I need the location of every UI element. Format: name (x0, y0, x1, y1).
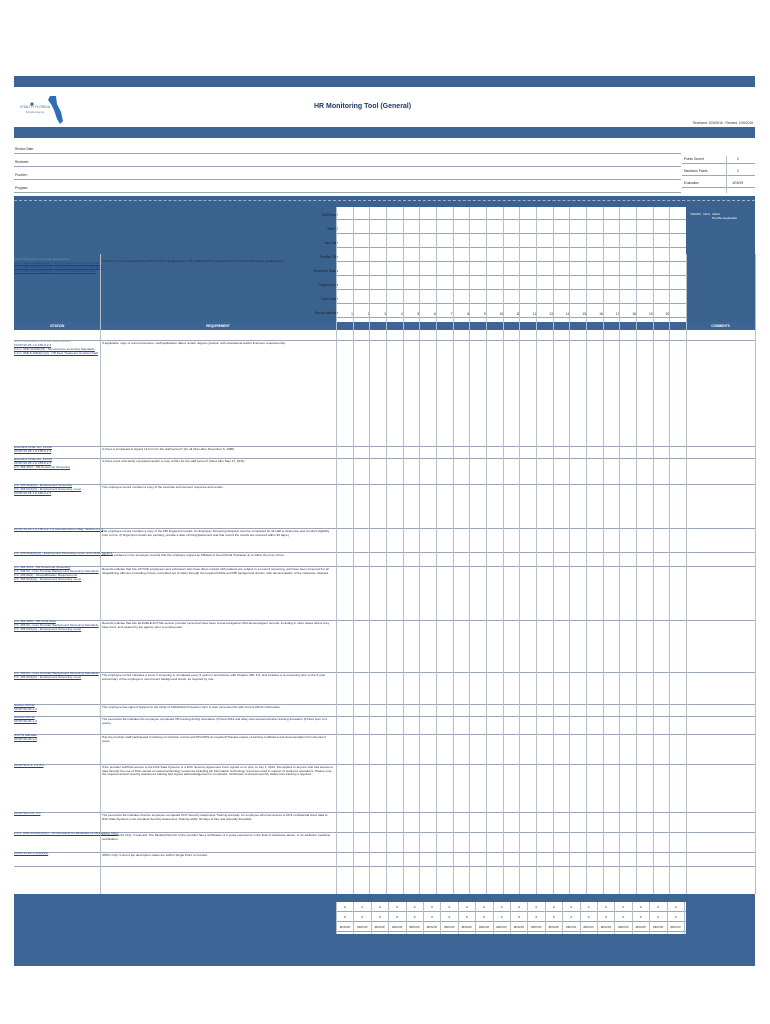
score-label: Evaluation (684, 181, 699, 185)
citation-cell (14, 340, 100, 446)
citation-link[interactable]: Section 30.012 (14, 715, 35, 719)
total-cell: #DIV/0! (513, 925, 525, 929)
requirement-text: The employee record contains a copy of the local law enforcement response and results. (102, 485, 224, 489)
total-cell: #DIV/0! (618, 925, 629, 929)
record-number: 7 (450, 312, 453, 316)
total-cell: 0 (535, 915, 538, 919)
table-col-line (386, 254, 387, 894)
totals-col-line (406, 902, 407, 934)
table-col-line (486, 254, 487, 894)
citation-cell (14, 734, 100, 764)
total-cell: 0 (413, 905, 416, 909)
band-dash (14, 200, 755, 201)
score-value: #DIV/0! (732, 181, 744, 185)
citation-link[interactable]: F.S. 435.04 - Core Provider Background Screening Standards (14, 622, 99, 627)
total-cell: 0 (500, 915, 503, 919)
total-cell: 0 (552, 915, 555, 919)
citation-link[interactable]: CFOP 60-25-1 & 155-9-2.3 (14, 460, 52, 465)
requirement-header: REQUIREMENT (206, 324, 230, 328)
citation-link[interactable]: F.S. 435.04(2)(b) - Employment Screening (14, 483, 72, 487)
info-row-line (14, 166, 681, 167)
comments-divider (755, 254, 756, 894)
citation-link[interactable]: F.S. 402.3055 - HR Child Care (14, 619, 56, 623)
info-label: Program: (15, 186, 29, 190)
citation-cell (14, 566, 100, 620)
total-cell: #DIV/0! (339, 925, 351, 929)
info-row-line (14, 153, 681, 154)
score-row-line (682, 187, 755, 188)
record-number: 12 (532, 312, 537, 316)
totals-col-line (527, 902, 528, 934)
info-label: Provider: (15, 173, 28, 177)
citation-link[interactable]: CFOP 60-40-1-3 (14, 706, 37, 711)
table-col-line (536, 254, 537, 894)
total-cell: 0 (605, 915, 607, 919)
total-cell: 0 (378, 915, 381, 919)
total-cell: #DIV/0! (548, 925, 559, 929)
totals-col-line (649, 902, 650, 934)
total-cell: 0 (431, 905, 433, 909)
total-cell: 0 (344, 915, 346, 919)
citation-link[interactable]: F.S. 394.4572 - HR Personnel Screening (14, 565, 70, 569)
score-divider (726, 156, 727, 193)
total-cell: #DIV/0! (374, 925, 385, 929)
requirement-text: Medical Director Only, if selected: The Medical Director of the provider has a verification of 2 years experience in the field of substance abuse, or an addiction medicine certification. (102, 833, 331, 841)
total-cell: #DIV/0! (635, 925, 646, 929)
requirement-text: Is there a current job description with minimum qualifications in the staff/provider's personnel file? (Check if staff meets qualifications) (102, 259, 284, 263)
total-cell: 0 (622, 905, 625, 909)
score-label: Points Scored (684, 157, 704, 161)
total-cell: 0 (622, 915, 625, 919)
citation-link[interactable]: CFOP 50-1-2, 2.1.2.3 (14, 763, 44, 767)
record-number: 10 (499, 312, 504, 316)
citation-link[interactable]: HIV/TB Mandate (14, 733, 37, 737)
citation-cell (14, 716, 100, 734)
record-number: 8 (467, 312, 470, 316)
table-col-line (519, 254, 520, 894)
total-cell: 0 (518, 905, 520, 909)
table-col-line (369, 254, 370, 894)
record-number: 15 (582, 312, 587, 316)
total-cell: #DIV/0! (566, 925, 577, 929)
total-cell: 0 (587, 905, 590, 909)
citation-link[interactable]: F.S. 435.04(2)(b)(4) - Employment Screening, Level, and CFOP 60-25-1 (14, 551, 113, 555)
record-number: 9 (483, 312, 486, 316)
table-col-line (469, 254, 470, 894)
staff-row-line (336, 261, 686, 262)
total-cell: 0 (657, 915, 660, 919)
totals-col-line (371, 902, 372, 934)
legend-met: Met/d (712, 212, 720, 216)
table-col-line (553, 254, 554, 894)
total-cell: #DIV/0! (531, 925, 542, 929)
total-cell: 0 (570, 915, 573, 919)
requirement-text: Records indicate that ALL ELIGIBLE ACTIVE service provider personnel have been screened against child abuse/neglect records, including in other states where they have lived, and cleared by the agency prior to employment. (102, 621, 330, 629)
record-number: 14 (566, 312, 570, 316)
citation-cell (14, 620, 100, 672)
totals-col-line (632, 902, 633, 934)
total-cell: 0 (344, 905, 346, 909)
staff-field-label: Position Title (319, 255, 338, 259)
citation-link[interactable]: F.S. 435.04 - Core Provider Background Screening Standards (14, 671, 99, 675)
totals-col-line (667, 902, 668, 934)
total-cell: #DIV/0! (653, 925, 664, 929)
staff-row-line (336, 219, 686, 220)
total-cell: 0 (552, 905, 555, 909)
info-row-line (14, 179, 681, 180)
total-cell: #DIV/0! (496, 925, 507, 929)
citation-link[interactable]: F.A.C. 65E-4.016(4)(c)(2)(b) - HR Peer Treatment Providers (14, 268, 96, 273)
monitoring-sheet (14, 76, 755, 966)
citation-cell (14, 852, 100, 866)
requirement-text: If applicable, copy of current licensure, staff application dated, and/or degree (position with educational and/or licensure requirements). (102, 341, 286, 345)
citation-cell (14, 812, 100, 832)
record-number: 13 (549, 312, 553, 316)
totals-col-line (545, 902, 546, 934)
info-label: Review Date: (15, 147, 34, 151)
table-col-line (353, 254, 354, 894)
requirement-text: Records indicate that ALL ACTIVE employees and volunteers who have direct contact with patients are subject to a Level 2 screening, and have been screened for all disqualifying offenses (including crimes committed out of state) through the required FDLE and FBI background checks, with documentation of the clearance retained. (102, 567, 329, 575)
record-number: 20 (665, 312, 670, 316)
citation-cell (14, 527, 104, 552)
citation-cell (14, 257, 103, 340)
staff-field-label: Hire Date (324, 241, 338, 245)
requirement-text: The employee has signed 'Support to the Chief of Child/Adult Protection' form in their personnel file with current DFCC information. (102, 705, 281, 709)
citation-divider (100, 254, 101, 894)
total-cell: 0 (465, 915, 468, 919)
total-cell: 0 (361, 915, 364, 919)
staff-row-line (336, 317, 686, 318)
table-row-line (14, 866, 755, 867)
total-cell: 0 (674, 915, 677, 919)
table-col-line (669, 254, 670, 894)
requirement-text: The employee record indicates a Level II screening is completed every 5 years in accordance with Chapter 435, F.S. and includes a re-screening prior to the 5-year anniversary of the employee's most recent background check, as required by rule. (102, 673, 326, 681)
comments-header: COMMENTS (711, 324, 730, 328)
staff-field-label: Employee Status (313, 269, 338, 273)
record-number: 1 (351, 312, 353, 316)
totals-col-line (440, 902, 441, 934)
table-col-line (636, 254, 637, 894)
total-cell: #DIV/0! (409, 925, 420, 929)
totals-col-line (458, 902, 459, 934)
info-row-line (14, 192, 681, 193)
totals-col-line (562, 902, 563, 934)
total-cell: #DIV/0! (670, 925, 681, 929)
table-col-line (686, 254, 687, 894)
total-cell: 0 (535, 905, 538, 909)
citation-link[interactable]: F.S. 435.04(1)(b) - Employment Screening, Level (14, 674, 82, 679)
table-col-line (603, 254, 604, 894)
total-cell: 0 (639, 915, 642, 919)
requirement-text: The personnel file indicates that the employee completed DCF Security Awareness Training annually. An employee who has access to DCF confidential client data or DCF Data Systems must complete Security Awareness Training within 30 days of hire and annually thereafter. (102, 813, 328, 821)
citation-cell (14, 764, 100, 812)
staff-field-label: Cost Center (320, 297, 338, 301)
total-cell: 0 (483, 905, 486, 909)
staff-field-label: Staff ID (327, 227, 338, 231)
staff-field-label: Staff Name (322, 213, 338, 217)
total-cell: #DIV/0! (444, 925, 455, 929)
requirement-text: Has the provider staff participated in training on infection control and HIV/AIDS as required? Review copies of training certificates and documentation from the last 2 years. (102, 735, 327, 743)
top-band (14, 76, 755, 87)
table-col-line (336, 254, 337, 894)
total-cell: 0 (413, 915, 416, 919)
totals-col-line (614, 902, 615, 934)
table-col-line (586, 254, 587, 894)
citation-section: DFCC Regulations and Site Expectations (14, 339, 71, 343)
record-number: 5 (417, 312, 420, 316)
table-col-line (403, 254, 404, 894)
legend-no: No/d (703, 212, 710, 216)
table-col-line (453, 254, 454, 894)
citation-link[interactable]: Executive Order No. 11-116 (14, 457, 52, 461)
citation-cell (14, 831, 119, 852)
total-cell: 0 (674, 905, 677, 909)
requirement-text: There is evidence in the employee records that the employee signed an Affidavit of Good Moral Character at or within the time of hire. (102, 553, 285, 557)
total-cell: 0 (500, 905, 503, 909)
citation-link[interactable]: CFOP 60-25-1 & 155-9-2.3 (14, 342, 52, 347)
total-cell: #DIV/0! (357, 925, 368, 929)
requirement-text: Is there a completed & signed I-9 form for the staff person? (for all hires after November 6, 1986) (102, 447, 235, 451)
record-number: 6 (434, 312, 436, 316)
reviewed-date: Reviewed: 10/6/2016 · Revised: 10/6/2016 (692, 121, 753, 125)
total-cell: #DIV/0! (461, 925, 472, 929)
totals-col-line (597, 902, 598, 934)
total-cell: 0 (465, 905, 468, 909)
citation-link[interactable]: F.S. 435.06(2) - Disqualification Requirements (14, 572, 78, 577)
citation-cell (14, 551, 113, 566)
total-cell: 0 (361, 905, 364, 909)
record-number: 16 (599, 312, 603, 316)
citation-link[interactable]: CFOP 60-40-1-3 (14, 736, 37, 741)
requirement-text: Is there proof of E-Verify completed and/or a copy of files for the staff person? (hired after May 27, 2011) (102, 459, 245, 463)
total-cell: 0 (587, 915, 590, 919)
total-cell: 0 (518, 915, 520, 919)
totals-col-line (684, 902, 685, 934)
table-col-line (619, 254, 620, 894)
record-number: 19 (649, 312, 653, 316)
total-cell: 0 (639, 905, 642, 909)
total-cell: 0 (570, 905, 573, 909)
total-cell: #DIV/0! (600, 925, 612, 929)
legend-na: Not Met Applicable (712, 216, 738, 220)
total-cell: #DIV/0! (583, 925, 594, 929)
totals-col-line (475, 902, 476, 934)
staff-field-label: Record Identifier (314, 311, 338, 315)
staff-row-line (336, 247, 686, 248)
table-col-line (569, 254, 570, 894)
score-row-line (682, 175, 755, 176)
citation-link[interactable]: CFOP 50-2 Ch. 2.3 (14, 811, 41, 815)
legend (690, 212, 752, 220)
record-number: 2 (367, 312, 370, 316)
staff-row-line (336, 233, 686, 234)
totals-col-line (510, 902, 511, 934)
table-col-line (503, 254, 504, 894)
citation-link[interactable]: F.A.C. 65D-30.004(16)(a)(1) - SA Licensure Assembly Standards (14, 264, 103, 269)
total-cell: 0 (396, 905, 399, 909)
total-cell: #DIV/0! (426, 925, 438, 929)
totals-col-line (493, 902, 494, 934)
citation-link[interactable]: F.S. 435.04(1)(b) - Employment Screening, Level (14, 626, 82, 631)
requirement-text: The personnel file indicates the employee completed HR training during orientation (if hired 2012 and after) and annual refresher training thereafter (if hired prior to 2 years). (102, 717, 328, 725)
record-number: 17 (615, 312, 620, 316)
totals-col-line (423, 902, 424, 934)
total-cell: 0 (605, 905, 607, 909)
citation-link[interactable]: F.S. 394.4572 - HR Personnel Screening (14, 464, 70, 469)
citation-link[interactable]: F.A.C. 65D-30.004(16)(b) - SA Standards for Medication & Methadone Clinic (14, 831, 119, 835)
staff-field-label: Program Area (318, 283, 338, 287)
staff-row-line (336, 289, 686, 290)
total-cell: 0 (431, 915, 433, 919)
citation-link[interactable]: F.S. 435.04 - Core Provider Background Screening Standards (14, 568, 99, 573)
citation-link[interactable]: F.A.C. 65E-14.021(4)(b)(2) - HR-CSU & DT Clinical Time Ratio (14, 260, 100, 265)
citation-link[interactable]: CFOP 60-25-1 & 155-9-2.3 (14, 448, 52, 453)
table-col-line (653, 254, 654, 894)
total-cell: #DIV/0! (392, 925, 403, 929)
citation-link[interactable]: CFOP 60-25-1 & 155-9-2.3 (14, 490, 52, 495)
requirement-text: If the provider staff has access to the DCF Data Systems or a DCF Security Agreement Form signed on or prior to July 1, 2014, this applies to anyone who has access to data through the use of DCF-owned or leased technology resources including job information technology resources used in support of business operations. Please note the required annual security awareness training and signed acknowledgement is completed. Verification of annual security awareness training is required. (102, 765, 334, 777)
totals-col-line (353, 902, 354, 934)
logo-text: VITALITY FLORIDA (20, 105, 51, 109)
citation-link[interactable]: Section 30.012 (14, 703, 35, 707)
totals-col-line (580, 902, 581, 934)
citation-link[interactable]: CFOP 60-40-1-3 (14, 718, 37, 723)
citation-cell (14, 672, 100, 704)
total-cell: 0 (396, 915, 399, 919)
citation-header: CITATION (49, 324, 65, 328)
citation-link[interactable]: F.A.C. 65D-30.004(16) - SA Licensure Licensing Standards (14, 346, 95, 351)
total-cell: 0 (448, 915, 451, 919)
total-cell: 0 (657, 905, 660, 909)
citation-section: DFCC Regulations and Site Expectations (14, 257, 71, 261)
table-col-line (419, 254, 420, 894)
score-value: 0 (737, 169, 739, 173)
score-value: 0 (737, 157, 739, 161)
citation-cell (14, 484, 100, 528)
staff-row-line (336, 303, 686, 304)
table-col-line (436, 254, 437, 894)
score-row-line (682, 163, 755, 164)
citation-link[interactable]: Executive Order No. 11-116 (14, 445, 52, 449)
record-number: 4 (400, 312, 403, 316)
total-cell: #DIV/0! (479, 925, 490, 929)
requirement-text: The employee record contains a copy of the FBI fingerprint results. An Employer Screening Request must be completed for all staff to determine and conduct eligibility prior to hire. (If fingerprint results are pending, provide a date of hiring/placement and that record the results are received within 90 days.) (102, 529, 330, 537)
score-label: Maximum Points (684, 169, 708, 173)
citation-link[interactable]: CFOP 60-25-1-3(d)(1)(a) (14, 851, 49, 855)
total-cell: 0 (483, 915, 486, 919)
totals-col-line (336, 902, 337, 934)
citation-link[interactable]: F.A.C. 65E-5.160(2)(c)(2) - HR Peer Treatment Contract Staff (14, 350, 98, 355)
citation-link[interactable]: F.S. 435.04(1)(b) - Employment Screening, Level (14, 486, 82, 491)
citation-cell (14, 458, 100, 484)
staff-row-line (336, 275, 686, 276)
info-label: Reviewer: (15, 160, 30, 164)
total-cell: 0 (448, 905, 451, 909)
header-band (14, 127, 755, 138)
record-number: 3 (384, 312, 387, 316)
staff-grid (336, 207, 686, 322)
citation-link[interactable]: F.S. 435.04(1)(b) - Employment Screening, Level (14, 576, 82, 581)
citation-link[interactable]: CFOP 60-25-1 & 155-9-2.3 & Volunteer/Intern Reg. Section 3.1.1 (14, 527, 104, 531)
totals-col-line (388, 902, 389, 934)
logo-sub: Florida Agency (26, 110, 45, 114)
logo (20, 94, 66, 126)
record-number: 11 (516, 312, 520, 316)
page-title: HR Monitoring Tool (General) (314, 103, 412, 110)
legend-yes: YES/FD (690, 212, 701, 216)
record-number: 18 (632, 312, 636, 316)
total-cell: 0 (378, 905, 381, 909)
requirement-text: SPRC Only: Current job description states the staff is Single Point of Contact. (102, 853, 208, 857)
